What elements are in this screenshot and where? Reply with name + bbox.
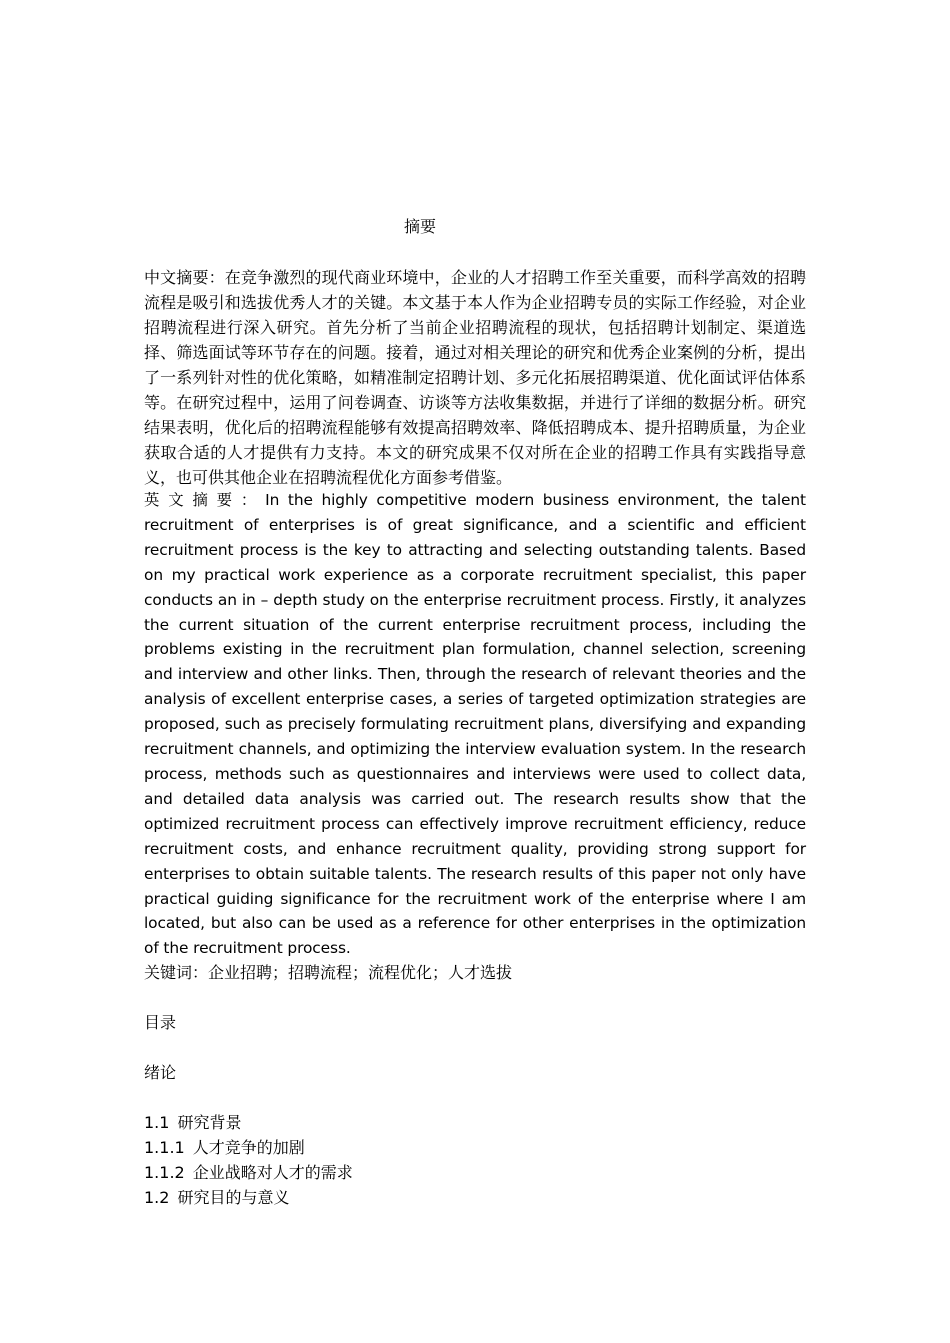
toc-title: 目录 <box>144 1013 177 1032</box>
english-abstract-text: In the highly competitive modern business environment, the talent recruitment of enterprises is of great significance, and a scientific and efficient recruitment process is the key to attracting and selecting outstanding talents. Based on my practical work experience as a corporate recruitment specialist, this paper conducts an in – depth study on the enterprise recruitment process. Firstly, it analyzes the current situation of the current enterprise recruitment process, including the problems existing in the recruitment plan formulation, channel selection, screening and interview and other links. Then, through the research of relevant theories and the analysis of excellent enterprise cases, a series of targeted optimization strategies are proposed, such as precisely formulating recruitment plans, diversifying and expanding recruitment channels, and optimizing the interview evaluation system. In the research process, methods such as questionnaires and interviews were used to collect data, and detailed data analysis was carried out. The research results show that the optimized recruitment process can effectively improve recruitment efficiency, reduce recruitment costs, and enhance recruitment quality, providing strong support for enterprises to obtain suitable talents. The research results of this paper not only have practical guiding significance for the recruitment work of the enterprise where I am located, but also can be used as a reference for other enterprises in the optimization of the recruitment process. <box>144 491 806 958</box>
toc-item-number: 1.1.1 <box>144 1138 185 1157</box>
toc-item-label: 研究背景 <box>177 1113 242 1132</box>
toc-intro-heading: 绪论 <box>144 1063 177 1082</box>
toc-item-label: 企业战略对人才的需求 <box>192 1163 353 1182</box>
keywords-text: 企业招聘；招聘流程；流程优化；人才选拔 <box>208 963 513 982</box>
toc-list <box>144 1110 353 1210</box>
chinese-abstract-label: 中文摘要： <box>144 268 225 287</box>
toc-item <box>144 1135 353 1160</box>
keywords-label: 关键词： <box>144 963 209 982</box>
toc-item-number: 1.2 <box>144 1188 170 1207</box>
toc-item <box>144 1185 353 1210</box>
abstract-title: 摘要 <box>403 217 436 236</box>
toc-item-label: 研究目的与意义 <box>177 1188 290 1207</box>
chinese-abstract <box>144 265 806 490</box>
english-abstract-label: 英文摘要： <box>144 491 266 509</box>
toc-item-number: 1.1.2 <box>144 1163 185 1182</box>
keywords <box>144 961 512 985</box>
toc-item-label: 人才竞争的加剧 <box>192 1138 305 1157</box>
toc-item-number: 1.1 <box>144 1113 170 1132</box>
toc-item <box>144 1160 353 1185</box>
english-abstract <box>144 488 806 961</box>
chinese-abstract-text: 在竞争激烈的现代商业环境中，企业的人才招聘工作至关重要，而科学高效的招聘流程是吸引和选拔优秀人才的关键。本文基于本人作为企业招聘专员的实际工作经验，对企业招聘流程进行深入研究。首先分析了当前企业招聘流程的现状，包括招聘计划制定、渠道选择、筛选面试等环节存在的问题。接着，通过对相关理论的研究和优秀企业案例的分析，提出了一系列针对性的优化策略，如精准制定招聘计划、多元化拓展招聘渠道、优化面试评估体系等。在研究过程中，运用了问卷调查、访谈等方法收集数据，并进行了详细的数据分析。研究结果表明，优化后的招聘流程能够有效提高招聘效率、降低招聘成本、提升招聘质量，为企业获取合适的人才提供有力支持。本文的研究成果不仅对所在企业的招聘工作具有实践指导意义，也可供其他企业在招聘流程优化方面参考借鉴。 <box>144 268 806 487</box>
toc-item <box>144 1110 353 1135</box>
